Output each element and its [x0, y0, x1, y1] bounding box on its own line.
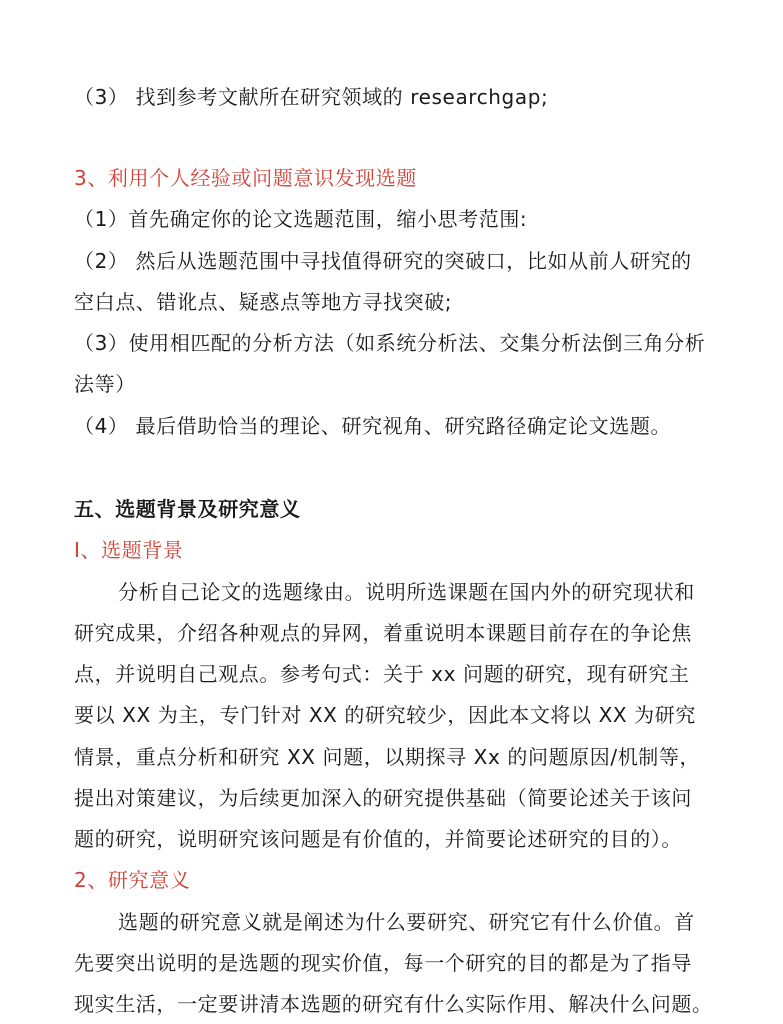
list-item-4-theory: （4） 最后借助恰当的理论、研究视角、研究路径确定论文选题。 — [74, 414, 672, 438]
paragraph-significance-line: 选题的研究意义就是阐述为什么要研究、研究它有什么价值。首 — [118, 910, 695, 934]
paragraph-background-line: 研究成果，介绍各种观点的异网，着重说明本课题目前存在的争论焦 — [74, 621, 692, 645]
list-item-2-continued: 空白点、错讹点、疑惑点等地方寻找突破; — [74, 290, 453, 314]
paragraph-significance-line: 先要突出说明的是选题的现实价值，每一个研究的目的都是为了指导 — [74, 951, 692, 975]
paragraph-background-line: 要以 XX 为主，专门针对 XX 的研究较少，因此本文将以 XX 为研究 — [74, 703, 696, 727]
paragraph-background-line: 题的研究，说明研究该问题是有价值的，并简要论述研究的目的）。 — [74, 827, 682, 851]
list-item-2-breakthrough: （2） 然后从选题范围中寻找值得研究的突破口，比如从前人研究的 — [74, 249, 692, 273]
list-item-3-analysis-method: （3）使用相匹配的分析方法（如系统分析法、交集分析法倒三角分析 — [74, 331, 706, 355]
paragraph-background-line: 情景，重点分析和研究 XX 问题，以期探寻 Xx 的问题原因/机制等， — [74, 745, 701, 769]
list-item-3-research-gap: （3） 找到参考文献所在研究领域的 researchgap; — [74, 85, 549, 109]
section-heading-significance: 2、研究意义 — [74, 868, 191, 892]
list-item-1-scope: （1）首先确定你的论文选题范围，缩小思考范围: — [74, 207, 528, 231]
chapter-heading-background-significance: 五、选题背景及研究意义 — [74, 497, 301, 521]
list-item-3-continued: 法等） — [74, 372, 136, 396]
section-heading-background: I、选题背景 — [74, 538, 184, 562]
paragraph-background-line: 分析自己论文的选题缘由。说明所选课题在国内外的研究现状和 — [118, 580, 695, 604]
section-heading-personal-experience: 3、利用个人经验或问题意识发现选题 — [74, 166, 417, 190]
paragraph-significance-line: 现实生活，一定要讲清本选题的研究有什么实际作用、解决什么问题。 — [74, 992, 713, 1016]
paragraph-background-line: 点，并说明自己观点。参考句式：关于 xx 问题的研究，现有研究主 — [74, 662, 690, 686]
paragraph-background-line: 提出对策建议，为后续更加深入的研究提供基础（简要论述关于该问 — [74, 786, 692, 810]
